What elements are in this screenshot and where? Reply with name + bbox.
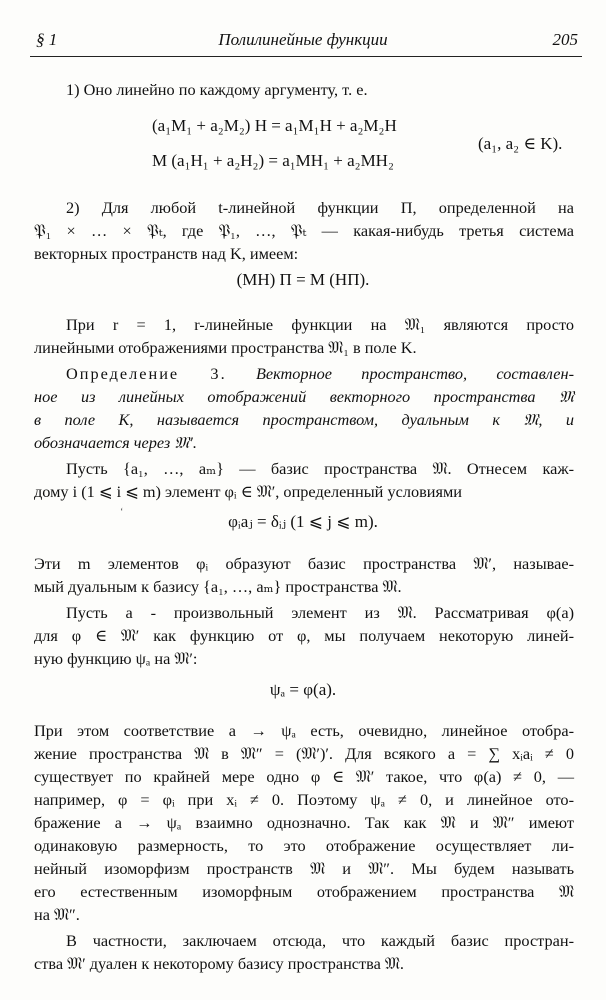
iso-line-2: жение пространства 𝔐 в 𝔐″ = (𝔐′)′. Для всякого a = ∑ xᵢaᵢ ≠ 0 (34, 744, 574, 763)
definition-line-3: в поле K, называется пространством, дуальным к 𝔐, и (34, 410, 574, 429)
conclusion-line-1: В частности, заключаем отсюда, что каждый базис простран- (66, 931, 574, 950)
formula-psi: ψₐ = φ(a). (269, 680, 337, 699)
section-marker: § 1 (36, 30, 58, 49)
print-speck: ʻ (120, 507, 124, 518)
iso-line-5: бражение a → ψₐ взаимно однозначно. Так как 𝔐 и 𝔐″ имеют (34, 813, 574, 832)
page-number: 205 (552, 30, 578, 49)
formula-right-linearity: M (a₁H₁ + a₂H₂) = a₁MH₁ + a₂MH₂ (152, 151, 394, 170)
iso-line-1: При этом соответствие a → ψₐ есть, очевидно, линейное отобра- (34, 721, 574, 740)
iso-line-9: на 𝔐″. (34, 905, 80, 924)
dual-basis-line-1: Эти m элементов φᵢ образуют базис пространства 𝔐′, называе- (34, 554, 574, 573)
iso-line-8: его естественным изоморфным отображением пространства 𝔐 (34, 882, 574, 901)
formula-left-linearity: (a₁M₁ + a₂M₂) H = a₁M₁H + a₂M₂H (152, 116, 397, 135)
definition-line-2: ное из линейных отображений векторного пространства 𝔐 (34, 387, 574, 406)
remark-line-2: линейными отображениями пространства 𝔐₁ в поле K. (34, 338, 417, 357)
header-rule (30, 56, 582, 57)
property-2-line-2: 𝔓₁ × … × 𝔓ₜ, где 𝔓₁, …, 𝔓ₜ — какая-нибудь третья система (34, 221, 574, 240)
psi-line-3: ную функцию ψₐ на 𝔐′: (34, 649, 198, 668)
iso-line-3: существует по крайней мере одно φ ∈ 𝔐′ такое, что φ(a) ≠ 0, — (34, 767, 574, 786)
definition-heading: Определение 3. (66, 364, 227, 383)
property-2-line-1: 2) Для любой t-линейной функции П, определенной на (66, 198, 574, 217)
iso-line-7: нейный изоморфизм пространств 𝔐 и 𝔐″. Мы будем называть (34, 859, 574, 878)
formula-associativity: (MH) П = M (HП). (236, 270, 370, 289)
definition-line-4: обозначается через 𝔐′. (34, 433, 197, 452)
dual-basis-line-2: мый дуальным к базису {a₁, …, aₘ} пространства 𝔐. (34, 577, 402, 596)
formula-condition: (a₁, a₂ ∈ K). (478, 134, 563, 153)
property-2-line-3: векторных пространств над K, имеем: (34, 244, 299, 263)
psi-line-1: Пусть a - произвольный элемент из 𝔐. Рассматривая φ(a) (66, 603, 574, 622)
formula-kronecker: φᵢaⱼ = δᵢⱼ (1 ⩽ j ⩽ m). (228, 512, 378, 531)
running-title: Полилинейные функции (218, 30, 388, 49)
property-1: 1) Оно линейно по каждому аргументу, т. е. (66, 80, 368, 99)
basis-line-2: дому i (1 ⩽ i ⩽ m) элемент φᵢ ∈ 𝔐′, определенный условиями (34, 482, 462, 501)
psi-line-2: для φ ∈ 𝔐′ как функцию от φ, мы получаем некоторую линей- (34, 626, 574, 645)
iso-line-4: например, φ = φᵢ при xᵢ ≠ 0. Поэтому ψₐ ≠ 0, и линейное ото- (34, 790, 574, 809)
definition-line-1: Определение 3. Векторное пространство, составлен- (34, 362, 574, 386)
conclusion-line-2: ства 𝔐′ дуален к некоторому базису пространства 𝔐. (34, 954, 404, 973)
remark-line-1: При r = 1, r-линейные функции на 𝔐₁ являются просто (66, 315, 574, 334)
iso-line-6: одинаковую размерность, то это отображение осуществляет ли- (34, 836, 574, 855)
basis-line-1: Пусть {a₁, …, aₘ} — базис пространства 𝔐. Отнесем каж- (66, 459, 574, 478)
